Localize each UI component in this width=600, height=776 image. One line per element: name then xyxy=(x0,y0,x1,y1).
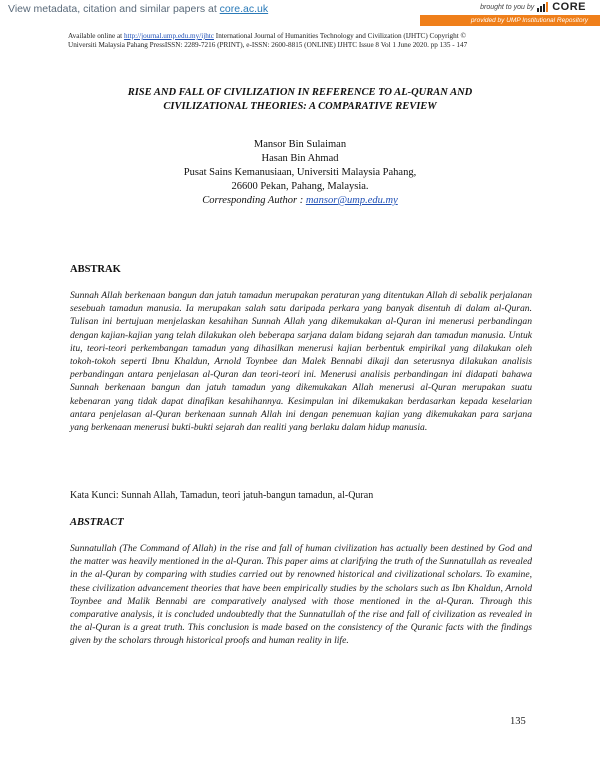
corresponding-author xyxy=(100,194,500,208)
author-2: Hasan Bin Ahmad xyxy=(261,153,339,164)
author-1: Mansor Bin Sulaiman xyxy=(253,139,347,150)
affiliation: Pusat Sains Kemanusiaan, Universiti Malaysia Pahang, xyxy=(183,167,417,178)
journal-url[interactable]: http://journal.ump.edu.my/ijhtc xyxy=(123,32,214,40)
core-link-prefix: View metadata, citation and similar papers at xyxy=(8,3,220,15)
author-email-link[interactable]: mansor@ump.edu.my xyxy=(305,195,398,206)
core-metadata-link[interactable] xyxy=(8,3,268,15)
address: 26600 Pekan, Pahang, Malaysia. xyxy=(231,181,369,192)
journal-info xyxy=(68,32,538,50)
abstract-heading: ABSTRACT xyxy=(70,517,124,528)
title-line2: CIVILIZATIONAL THEORIES: A COMPARATIVE REVIEW xyxy=(163,101,437,112)
abstrak-body: Sunnah Allah berkenaan bangun dan jatuh tamadun merupakan peraturan yang ditentukan Allah di sebalik perjalanan sesebuah tamadun manusia. Ia merupakan salah satu daripada perkara yang banyak disentuh di dalam al-Quran. Tulisan ini bertujuan menjelaskan kesahihan Sunnah Allah yang dikemukakan al-Quran ini menerusi perbandingan dengan kajian-kajian yang telah dilakukan oleh beberapa sarjana dalam bidang sejarah dan tamadun manusia. Untuk itu, teori-teori perkembangan tamadun yang dihasilkan menerusi kajian berbentuk empirikal yang dilakukan oleh tokoh-tokoh seperti Ibnu Khaldun, Arnold Toynbee dan Malek Bennabi dikaji dan seterusnya dilakukan analisis perbandingan antara penjelasan al-Quran dan teori-teori ini. Menerusi analisis perbandingan ini didapati bahawa Sunnah berkenaan bangun dan jatuh tamadun yang dikemukakan Allah menerusi al-Quran merupakan suatu kebenaran yang tidak dapat dinafikan kesahihannya. Kesimpulan ini dikemukakan berdasarkan kepada keselarian antara penjelasan al-Quran berkenaan sunnah Allah ini dengan penemuan kajian yang dikemukakan para sarjana yang berkenaan menerusi bukti-bukti sejarah dan realiti yang berlaku dalam hidup manusia. xyxy=(70,290,532,434)
provided-by-text: provided by UMP Institutional Repository xyxy=(470,17,588,24)
repository-strip xyxy=(420,15,600,26)
author-block xyxy=(100,138,500,208)
core-logo-icon xyxy=(537,2,549,12)
journal-line2: Universiti Malaysia Pahang PressISSN: 2289-7216 (PRINT), e-ISSN: 2600-8815 (ONLINE) IJHTC Issue 8 Vol 1 June 2020. pp 135 - 147 xyxy=(68,41,468,50)
page-number: 135 xyxy=(510,716,526,727)
corresponding-label: Corresponding Author : xyxy=(202,195,306,206)
core-brand[interactable] xyxy=(480,1,586,13)
abstrak-heading: ABSTRAK xyxy=(70,264,121,275)
paper-title xyxy=(70,86,530,114)
journal-line1-rest: International Journal of Humanities Technology and Civilization (IJHTC) Copyright © xyxy=(214,32,466,40)
brought-by-text: brought to you by xyxy=(480,3,535,11)
available-prefix: Available online at xyxy=(68,32,124,40)
title-line1: RISE AND FALL OF CIVILIZATION IN REFERENCE TO AL-QURAN AND xyxy=(127,87,473,98)
core-logo-text: CORE xyxy=(552,1,586,13)
abstract-body: Sunnatullah (The Command of Allah) in the rise and fall of human civilization has actually been destined by God and the matter was heavily mentioned in the al-Quran. This paper aims at clarifying the truth of the Sunnatullah as revealed in the al-Quran by comparing with studies carried out by renowned historical and civilizational scholars. To examine, these civilization advancement theories that have been empirically studies by the scholars such as Ibn Khaldun, Arnold Toynbee and Malik Bennabi are comparatively analysed with those mentioned in the al-Quran. Through this comparative analysis, it is concluded undoubtedly that the Sunnatullah of the rise and fall of civilization as revealed in the al-Quran is a great truth. This conclusion is made based on the consistency of the Quranic facts with the findings given by the scholars through historical proofs and human reality in life. xyxy=(70,543,532,647)
core-link-domain[interactable]: core.ac.uk xyxy=(219,3,269,15)
core-banner xyxy=(0,0,600,28)
keywords: Kata Kunci: Sunnah Allah, Tamadun, teori jatuh-bangun tamadun, al-Quran xyxy=(70,490,374,501)
